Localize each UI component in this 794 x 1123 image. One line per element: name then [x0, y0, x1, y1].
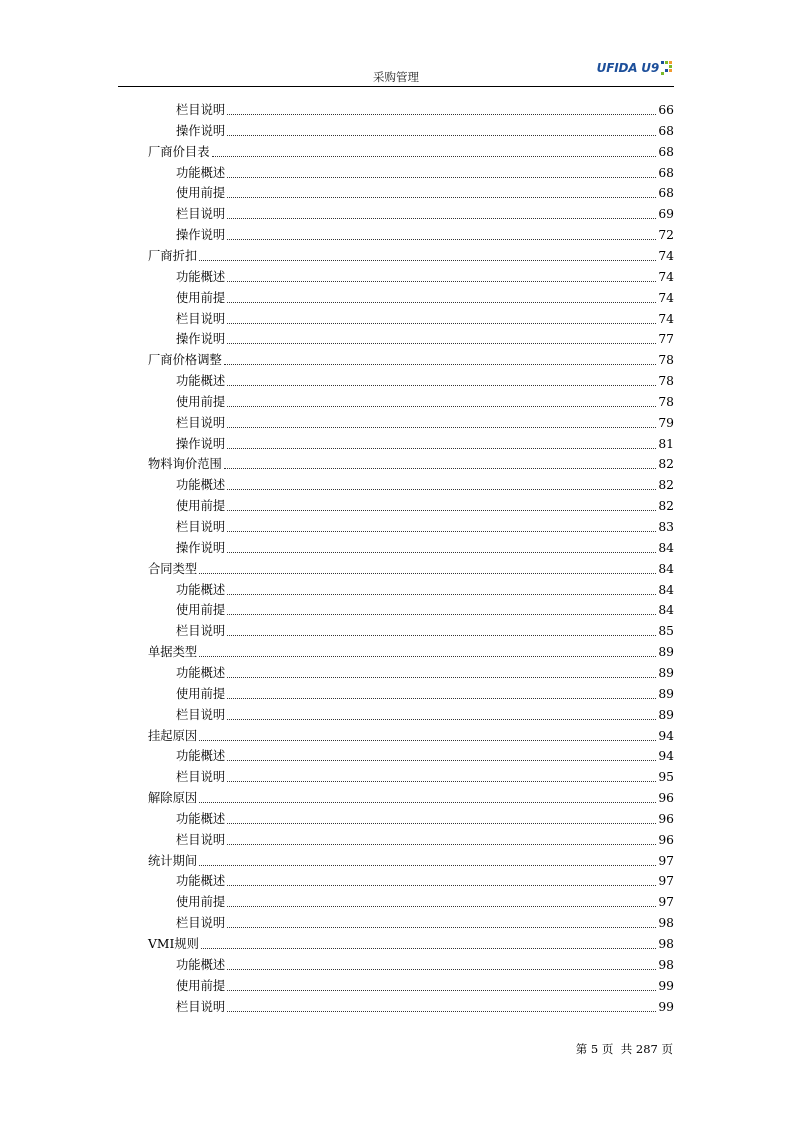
toc-entry-title: 厂商价格调整	[148, 353, 222, 368]
logo-square-6	[669, 69, 672, 72]
toc-entry-page: 99	[658, 978, 674, 993]
toc-subsection-entry[interactable]	[176, 306, 674, 327]
dot-leader	[227, 322, 656, 324]
dot-leader	[227, 217, 656, 219]
dot-leader	[227, 447, 656, 449]
toc-section-entry[interactable]	[148, 639, 674, 660]
toc-entry-title: 统计期间	[148, 853, 198, 868]
toc-entry-title: 栏目说明	[176, 707, 226, 722]
page-header	[118, 56, 674, 87]
dot-leader	[227, 530, 656, 532]
toc-subsection-entry[interactable]	[176, 222, 674, 243]
toc-entry-title: 使用前提	[176, 686, 226, 701]
dot-leader	[227, 176, 656, 178]
dot-leader	[199, 864, 656, 866]
dot-leader	[224, 467, 657, 469]
toc-entry-page: 74	[658, 269, 674, 284]
toc-subsection-entry[interactable]	[176, 681, 674, 702]
ufida-logo	[597, 59, 674, 77]
toc-entry-title: 挂起原因	[148, 728, 198, 743]
dot-leader	[201, 947, 656, 949]
toc-entry-page: 97	[658, 895, 674, 910]
toc-subsection-entry[interactable]	[176, 660, 674, 681]
toc-entry-title: 操作说明	[176, 228, 226, 243]
logo-mark-icon	[660, 60, 674, 76]
toc-subsection-entry[interactable]	[176, 952, 674, 973]
toc-entry-title: 操作说明	[176, 436, 226, 451]
dot-leader	[227, 676, 656, 678]
toc-entry-page: 98	[658, 957, 674, 972]
toc-entry-title: 栏目说明	[176, 207, 226, 222]
toc-entry-page: 68	[658, 186, 674, 201]
toc-entry-page: 89	[658, 645, 674, 660]
toc-entry-title: 功能概述	[176, 478, 226, 493]
dot-leader	[227, 780, 656, 782]
toc-subsection-entry[interactable]	[176, 389, 674, 410]
toc-entry-title: 栏目说明	[176, 916, 226, 931]
toc-subsection-entry[interactable]	[176, 764, 674, 785]
toc-entry-page: 68	[658, 165, 674, 180]
toc-subsection-entry[interactable]	[176, 180, 674, 201]
toc-subsection-entry[interactable]	[176, 973, 674, 994]
toc-entry-page: 78	[658, 374, 674, 389]
toc-entry-title: 物料询价范围	[148, 457, 222, 472]
toc-entry-title: 栏目说明	[176, 103, 226, 117]
toc-entry-title: 解除原因	[148, 791, 198, 806]
toc-entry-title: 功能概述	[176, 749, 226, 764]
dot-leader	[227, 134, 656, 136]
toc-section-entry[interactable]	[148, 243, 674, 264]
toc-section-entry[interactable]	[148, 723, 674, 744]
toc-entry-page: 82	[658, 457, 674, 472]
dot-leader	[227, 113, 656, 115]
dot-leader	[227, 759, 656, 761]
toc-section-entry[interactable]	[148, 848, 674, 869]
toc-subsection-entry[interactable]	[176, 160, 674, 181]
toc-entry-page: 89	[658, 707, 674, 722]
toc-entry-title: 合同类型	[148, 561, 198, 576]
dot-leader	[227, 384, 656, 386]
toc-entry-title: 功能概述	[176, 582, 226, 597]
toc-entry-page: 69	[658, 207, 674, 222]
dot-leader	[227, 718, 656, 720]
toc-entry-title: 功能概述	[176, 874, 226, 889]
dot-leader	[227, 634, 656, 636]
toc-subsection-entry[interactable]	[176, 827, 674, 848]
toc-subsection-entry[interactable]	[176, 493, 674, 514]
toc-entry-page: 84	[658, 540, 674, 555]
toc-entry-page: 84	[658, 603, 674, 618]
toc-entry-title: 使用前提	[176, 186, 226, 201]
toc-entry-title: 栏目说明	[176, 311, 226, 326]
toc-subsection-entry[interactable]	[176, 577, 674, 598]
toc-entry-page: 84	[658, 582, 674, 597]
dot-leader	[199, 259, 656, 261]
dot-leader	[227, 301, 656, 303]
toc-entry-page: 95	[658, 770, 674, 785]
toc-entry-page: 96	[658, 832, 674, 847]
toc-entry-page: 97	[658, 874, 674, 889]
toc-entry-title: 使用前提	[176, 499, 226, 514]
toc-section-entry[interactable]	[148, 347, 674, 368]
toc-entry-title: 操作说明	[176, 332, 226, 347]
logo-square-3	[669, 61, 672, 64]
dot-leader	[227, 926, 656, 928]
toc-entry-title: 使用前提	[176, 895, 226, 910]
toc-entry-page: 85	[658, 624, 674, 639]
toc-entry-page: 78	[658, 394, 674, 409]
toc-entry-page: 83	[658, 520, 674, 534]
toc-entry-page: 96	[658, 811, 674, 826]
toc-subsection-entry[interactable]	[176, 285, 674, 306]
toc-entry-page: 97	[658, 853, 674, 868]
page-number: 第 5 页	[575, 1042, 614, 1056]
dot-leader	[227, 238, 656, 240]
dot-leader	[227, 697, 656, 699]
toc-entry-page: 89	[658, 665, 674, 680]
dot-leader	[227, 613, 656, 615]
dot-leader	[199, 801, 656, 803]
dot-leader	[227, 884, 656, 886]
toc-subsection-entry[interactable]	[176, 326, 674, 347]
toc-subsection-entry[interactable]	[176, 868, 674, 889]
header-title: 采购管理	[373, 70, 419, 84]
toc-subsection-entry[interactable]	[176, 806, 674, 827]
toc-entry-page: 68	[658, 144, 674, 159]
toc-entry-title: 栏目说明	[176, 770, 226, 785]
toc-subsection-entry[interactable]	[176, 97, 674, 118]
logo-text: UFIDA U9	[596, 61, 659, 75]
toc-entry-title: 功能概述	[176, 811, 226, 826]
dot-leader	[227, 509, 656, 511]
toc-entry-title: 功能概述	[176, 165, 226, 180]
toc-entry-title: 使用前提	[176, 290, 226, 305]
toc-section-entry[interactable]	[148, 931, 674, 952]
toc-entry-page: 72	[658, 228, 674, 243]
dot-leader	[212, 155, 657, 157]
dot-leader	[227, 905, 656, 907]
toc-entry-page: 78	[658, 353, 674, 368]
toc-subsection-entry[interactable]	[176, 431, 674, 452]
toc-subsection-entry[interactable]	[176, 743, 674, 764]
dot-leader	[227, 968, 656, 970]
dot-leader	[227, 280, 656, 282]
toc-entry-page: 74	[658, 311, 674, 326]
toc-entry-page: 98	[658, 937, 674, 951]
toc-entry-page: 84	[658, 561, 674, 576]
toc-entry-page: 74	[658, 290, 674, 305]
dot-leader	[227, 843, 656, 845]
toc-entry-title: 操作说明	[176, 123, 226, 138]
toc-entry-page: 94	[658, 749, 674, 764]
toc-entry-title: 功能概述	[176, 665, 226, 680]
toc-entry-title: 使用前提	[176, 394, 226, 409]
toc-entry-title: 使用前提	[176, 603, 226, 618]
toc-subsection-entry[interactable]	[176, 910, 674, 931]
toc-subsection-entry[interactable]	[176, 618, 674, 639]
toc-subsection-entry[interactable]	[176, 368, 674, 389]
dot-leader	[227, 593, 656, 595]
toc-section-entry[interactable]	[148, 451, 674, 472]
page-footer	[576, 1041, 673, 1057]
toc-entry-page: 94	[658, 728, 674, 743]
toc-subsection-entry[interactable]	[176, 889, 674, 910]
dot-leader	[227, 822, 656, 824]
dot-leader	[227, 342, 656, 344]
dot-leader	[227, 405, 656, 407]
dot-leader	[199, 655, 656, 657]
toc-entry-page: 96	[658, 791, 674, 806]
toc-section-entry[interactable]	[148, 139, 674, 160]
toc-entry-title: 栏目说明	[176, 999, 226, 1014]
toc-entry-page: 82	[658, 499, 674, 514]
toc-entry-page: 68	[658, 123, 674, 138]
dot-leader	[224, 363, 657, 365]
dot-leader	[199, 739, 656, 741]
dot-leader	[227, 1010, 656, 1012]
logo-square-1	[661, 61, 664, 64]
toc-entry-page: 89	[658, 686, 674, 701]
toc-entry-title: 厂商折扣	[148, 248, 198, 263]
toc-entry-title: 单据类型	[148, 645, 198, 660]
logo-square-4	[669, 65, 672, 68]
toc-subsection-entry[interactable]	[176, 597, 674, 618]
toc-subsection-entry[interactable]	[176, 702, 674, 723]
toc-entry-page: 81	[658, 436, 674, 451]
logo-square-2	[665, 61, 668, 64]
toc-entry-page: 82	[658, 478, 674, 493]
toc-entry-title: 使用前提	[176, 978, 226, 993]
toc-entry-page: 98	[658, 916, 674, 931]
toc-entry-title: 功能概述	[176, 269, 226, 284]
toc-section-entry[interactable]	[148, 556, 674, 577]
total-pages: 共 287 页	[620, 1042, 673, 1056]
toc-subsection-entry[interactable]	[176, 410, 674, 431]
toc-section-entry[interactable]	[148, 785, 674, 806]
toc-entry-title: 功能概述	[176, 374, 226, 389]
toc-subsection-entry[interactable]	[176, 472, 674, 493]
toc-entry-page: 66	[658, 103, 674, 117]
toc-entry-page: 99	[658, 999, 674, 1014]
toc-entry-page: 77	[658, 332, 674, 347]
toc-subsection-entry[interactable]	[176, 994, 674, 1015]
dot-leader	[227, 196, 656, 198]
toc-subsection-entry[interactable]	[176, 514, 674, 535]
toc-entry-title: 操作说明	[176, 540, 226, 555]
dot-leader	[227, 488, 656, 490]
toc-entry-title: 栏目说明	[176, 415, 226, 430]
dot-leader	[227, 426, 656, 428]
dot-leader	[199, 572, 656, 574]
toc-entry-title: 栏目说明	[176, 832, 226, 847]
toc-subsection-entry[interactable]	[176, 264, 674, 285]
toc-entry-title: 栏目说明	[176, 520, 226, 534]
logo-square-7	[661, 72, 664, 75]
toc-entry-title: 功能概述	[176, 957, 226, 972]
logo-square-5	[665, 69, 668, 72]
toc-entry-title: 栏目说明	[176, 624, 226, 639]
dot-leader	[227, 989, 656, 991]
toc-entry-title: 厂商价目表	[148, 144, 210, 159]
toc-subsection-entry[interactable]	[176, 201, 674, 222]
toc-subsection-entry[interactable]	[176, 535, 674, 556]
toc-entry-title: VMI规则	[148, 937, 199, 951]
toc-entry-page: 74	[658, 248, 674, 263]
dot-leader	[227, 551, 656, 553]
toc-entry-page: 79	[658, 415, 674, 430]
toc-subsection-entry[interactable]	[176, 118, 674, 139]
